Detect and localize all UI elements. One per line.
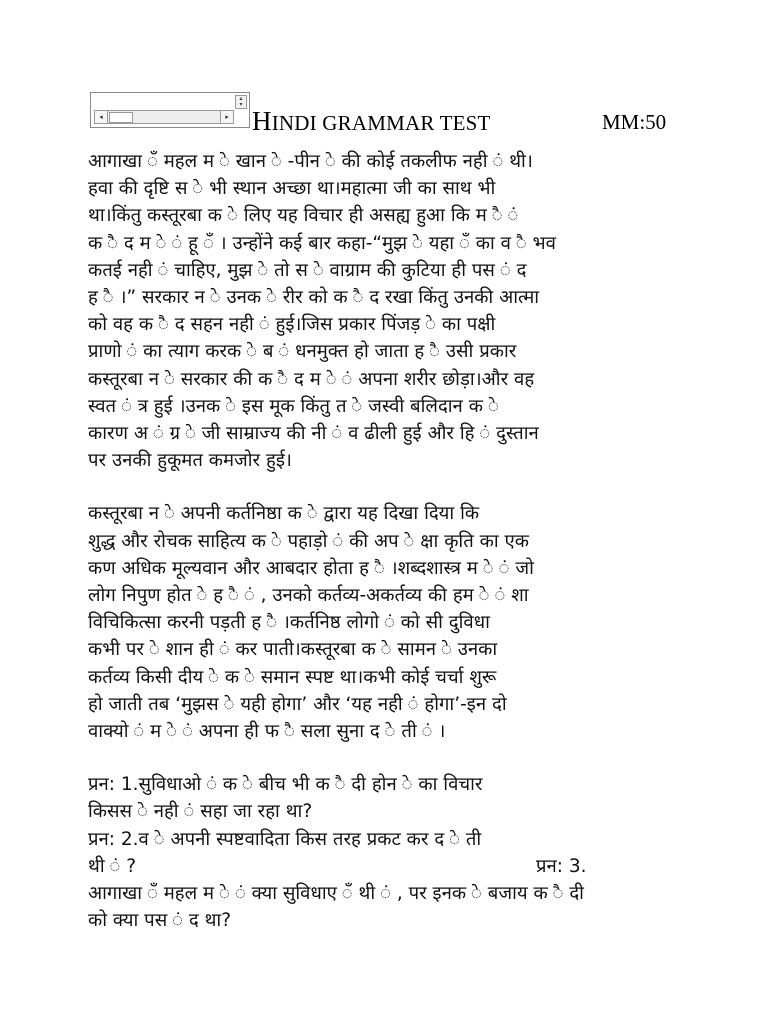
passage-line: पर उनकी हुकूमत कमजोर हुई। — [88, 450, 292, 472]
passage-line: कतई नही ं चाहिए, मुझ े तो स े वाग्राम की कुटिया ही पस ं द — [88, 259, 527, 281]
widget-frame — [90, 92, 250, 128]
scroll-right-arrow-icon[interactable]: ▸ — [220, 111, 233, 123]
page-title — [252, 106, 491, 137]
question-2-ending: थी ं ? — [88, 855, 137, 877]
passage-body — [88, 148, 678, 934]
passage-line: हो जाती तब ‘मुझस े यही होगा’ और ‘यह नही ं होगा’-इन दो — [88, 693, 507, 715]
title-first-letter: H — [252, 106, 272, 136]
paragraph-2 — [88, 500, 678, 745]
passage-line: कस्तूरबा न े अपनी कर्तनिष्ठा क े द्वारा यह दिखा दिया कि — [88, 503, 480, 525]
scroll-thumb[interactable] — [109, 112, 133, 123]
question-3-line-2: को क्या पस ं द था? — [88, 910, 232, 932]
question-1-line-1: प्रन: 1.सुविधाओ ं क े बीच भी क ै दी होन े का विचार — [88, 774, 483, 796]
passage-line: शुद्ध और रोचक साहित्य क े पहाड़ो ं की अप े क्षा कृति का एक — [88, 530, 529, 552]
question-1-line-2: किसस े नही ं सहा जा रहा था? — [88, 801, 313, 823]
passage-line: हवा की दृष्टि स े भी स्थान अच्छा था।महात्मा जी का साथ भी — [88, 178, 496, 200]
paragraph-1 — [88, 148, 678, 474]
passage-line: कभी पर े शान ही ं कर पाती।कस्तूरबा क े सामन े उनका — [88, 639, 498, 661]
passage-line: ह ै ।” सरकार न े उनक े रीर को क ै द रखा किंतु उनकी आत्मा — [88, 287, 540, 309]
passage-line: था।किंतु कस्तूरबा क े लिए यह विचार ही असह्य हुआ कि म ै ं — [88, 205, 519, 227]
scroll-left-arrow-icon[interactable]: ◂ — [95, 111, 108, 123]
passage-line: कारण अ ं ग्र े जी साम्राज्य की नी ं व ढीली हुई और हि ं दुस्तान — [88, 423, 539, 445]
passage-line: वाक्यो ं म े ं अपना ही फ ै सला सुना द े ती ं । — [88, 721, 446, 743]
horizontal-scrollbar[interactable] — [94, 110, 234, 124]
embedded-scroll-widget[interactable] — [90, 92, 250, 130]
question-2-line-2 — [88, 853, 678, 880]
questions-section — [88, 771, 678, 934]
passage-line: कस्तूरबा न े सरकार की क ै द म े ं अपना शरीर छोड़ा।और वह — [88, 368, 535, 390]
title-rest: INDI GRAMMAR TEST — [271, 111, 491, 135]
passage-line: लोग निपुण होत े ह ै ं , उनको कर्तव्य-अकर्तव्य की हम े ं शा — [88, 585, 529, 607]
passage-line: स्वत ं त्र हुई ।उनक े इस मूक किंतु त े जस्वी बलिदान क े — [88, 395, 499, 417]
passage-line: को वह क ै द सहन नही ं हुई।जिस प्रकार पिंजड़ े का पक्षी — [88, 314, 496, 336]
question-3-line-1: आगाखा ँ महल म े ं क्या सुविधाए ँ थी ं , पर इनक े बजाय क ै दी — [88, 883, 584, 905]
passage-line: कर्तव्य किसी दीय े क े समान स्पष्ट था।कभी कोई चर्चा शुरू — [88, 666, 497, 688]
document-header — [252, 106, 768, 138]
passage-line: कण अधिक मूल्यवान और आबदार होता ह ै ।शब्दशास्त्र म े ं जो — [88, 557, 534, 579]
question-2-line-1: प्रन: 2.व े अपनी स्पष्टवादिता किस तरह प्रकट कर द े ती — [88, 828, 482, 850]
passage-line: आगाखा ँ महल म े खान े -पीन े की कोई तकलीफ नही ं थी। — [88, 151, 533, 172]
passage-line: प्राणो ं का त्याग करक े ब ं धनमुक्त हो जाता ह ै उसी प्रकार — [88, 341, 517, 363]
question-3-label: प्रन: 3. — [536, 855, 587, 877]
spin-arrows-icon[interactable]: ▴ ▾ — [235, 95, 247, 109]
passage-line: विचिकित्सा करनी पड़ती ह ै ।कर्तनिष्ठ लोगो ं को सी दुविधा — [88, 612, 490, 634]
max-marks: MM:50 — [602, 110, 667, 134]
passage-line: क ै द म े ं हू ँ । उन्होंने कई बार कहा-“मुझ े यहा ँ का व ै भव — [88, 232, 556, 254]
